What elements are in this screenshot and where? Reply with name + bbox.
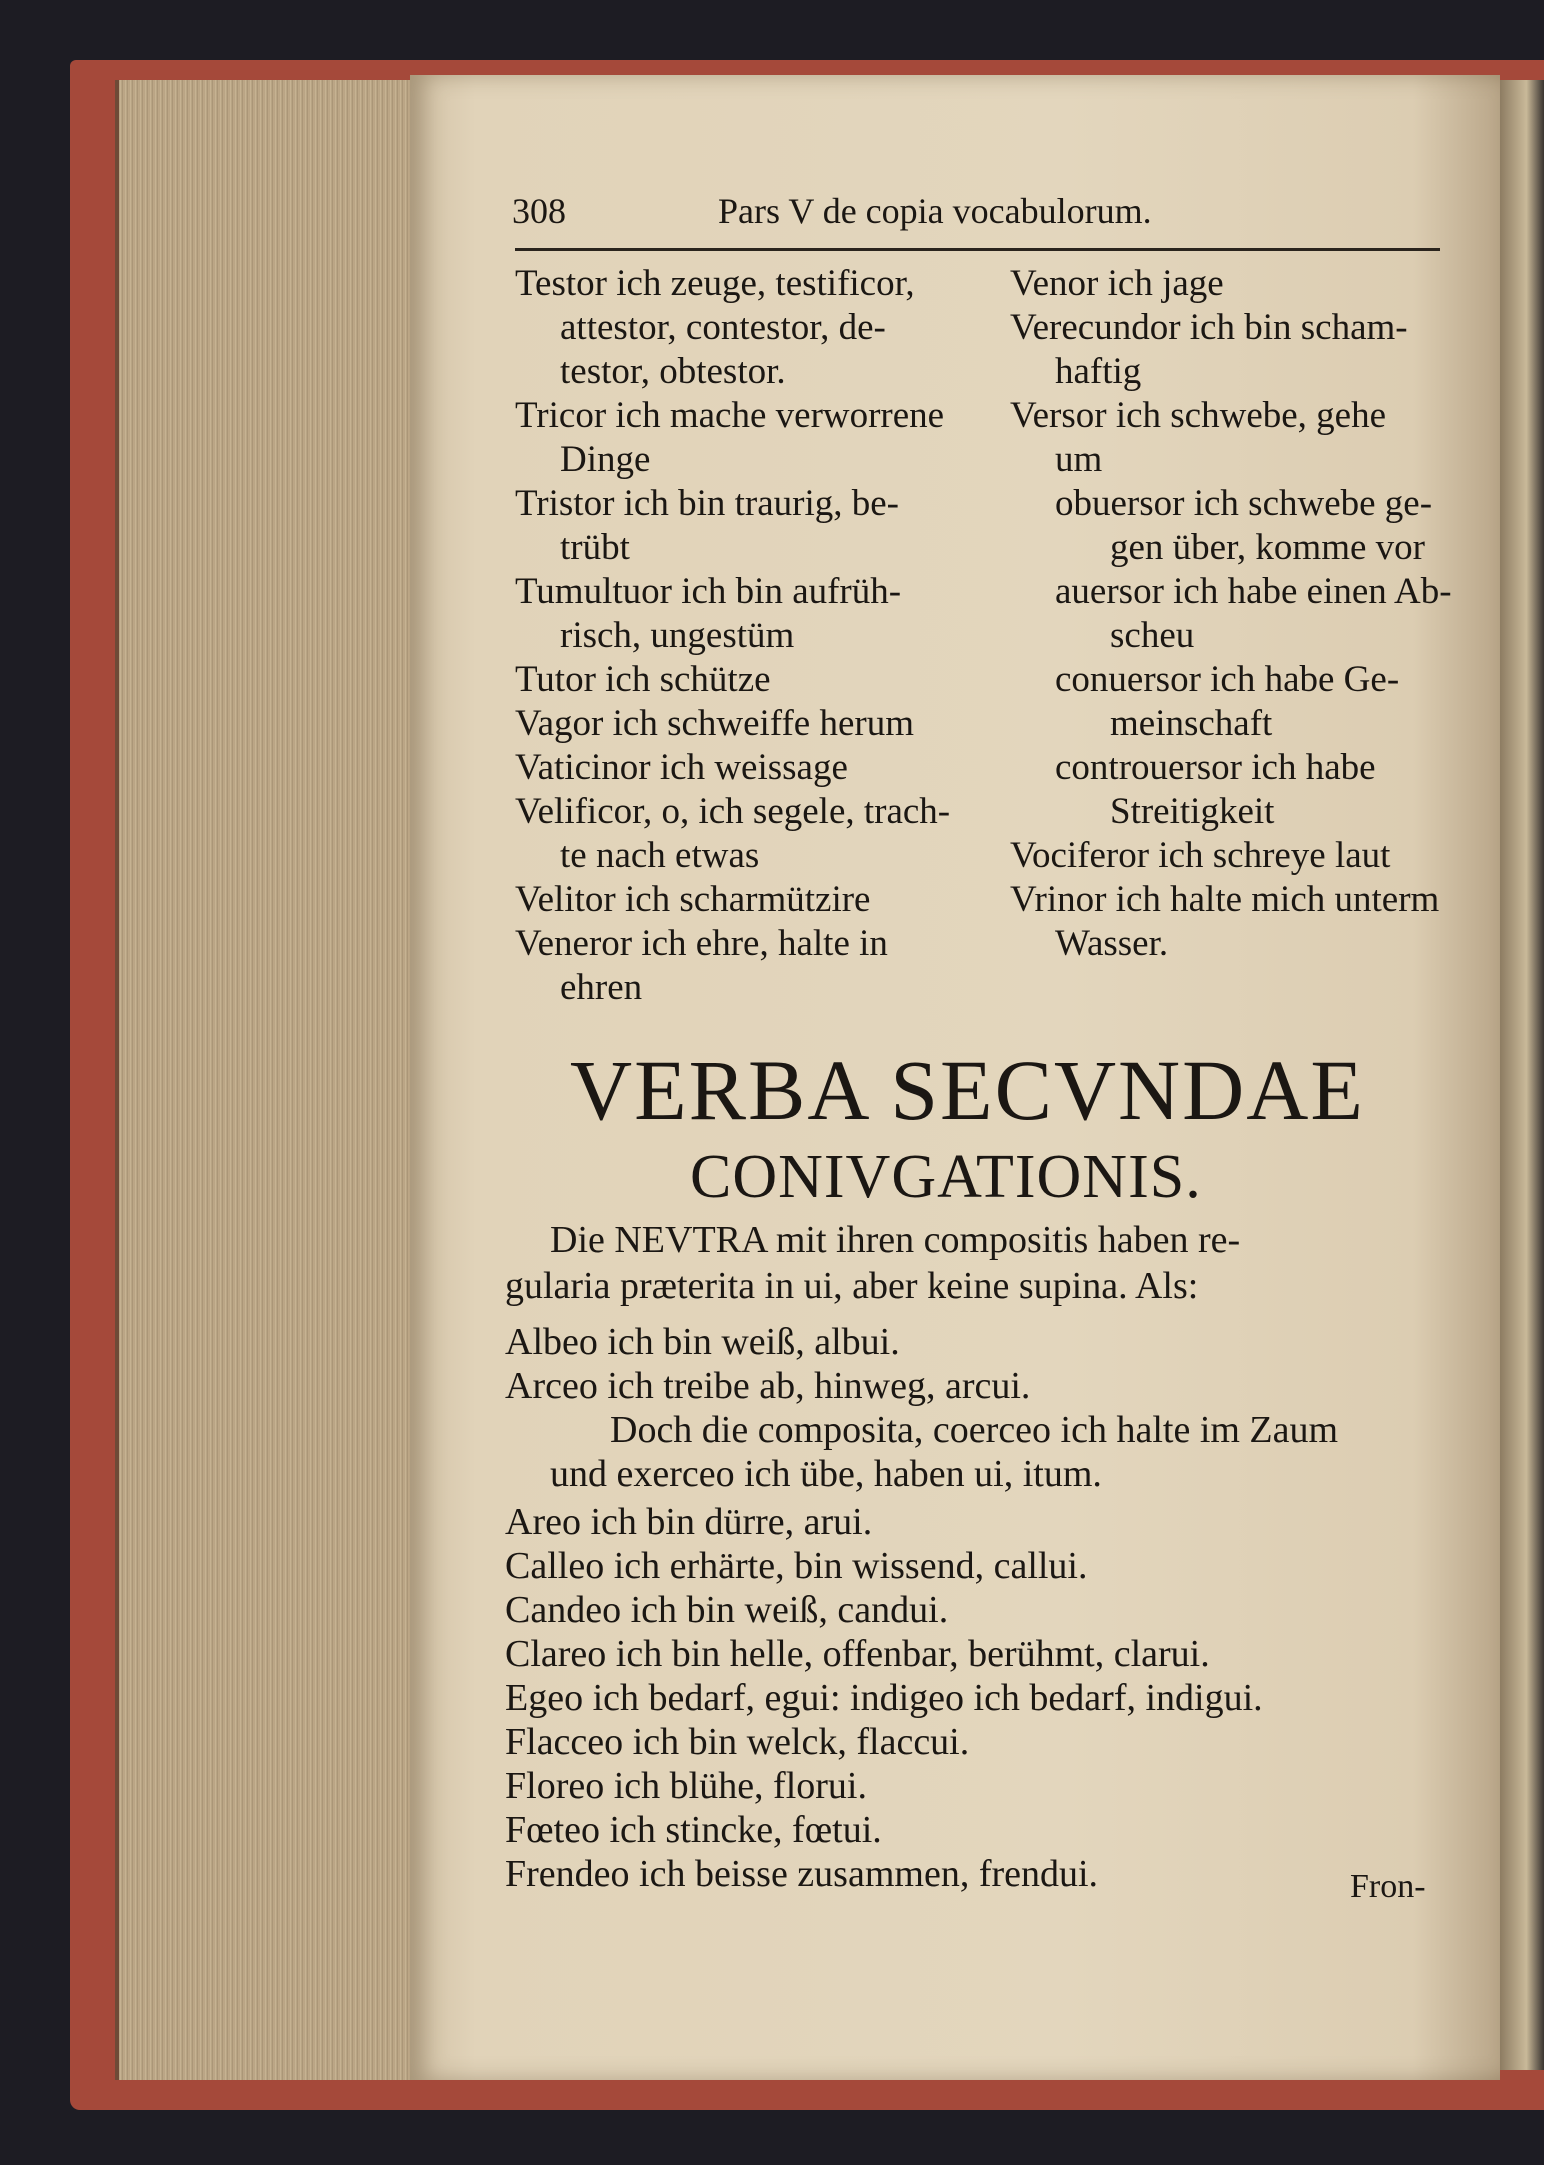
body-line: Calleo ich erhärte, bin wissend, callui.	[505, 1545, 1088, 1587]
body-line: gularia præterita in ui, aber keine supina. Als:	[505, 1265, 1199, 1307]
right-line: controuersor ich habe	[1055, 747, 1376, 788]
right-line: um	[1055, 439, 1103, 480]
left-line: Vagor ich schweiffe herum	[515, 703, 914, 744]
right-line: auersor ich habe einen Ab-	[1055, 571, 1452, 612]
left-line: Veneror ich ehre, halte in	[515, 923, 888, 964]
body-line: Areo ich bin dürre, arui.	[505, 1501, 873, 1543]
body-line: Doch die composita, coerceo ich halte im Zaum	[610, 1409, 1339, 1451]
body-line: Clareo ich bin helle, offenbar, berühmt, clarui.	[505, 1633, 1210, 1675]
left-line: attestor, contestor, de-	[560, 307, 886, 348]
catchword: Fron-	[1350, 1868, 1426, 1905]
body-line: Flacceo ich bin welck, flaccui.	[505, 1721, 970, 1763]
page-edges	[115, 80, 424, 2080]
left-line: Velitor ich scharmützire	[515, 879, 871, 920]
left-line: risch, ungestüm	[560, 615, 795, 656]
body-line: Candeo ich bin weiß, candui.	[505, 1589, 949, 1631]
body-line: Fœteo ich stincke, fœtui.	[505, 1809, 882, 1851]
body-line: Egeo ich bedarf, egui: indigeo ich bedarf, indigui.	[505, 1677, 1263, 1719]
left-line: Velificor, o, ich segele, trach-	[515, 791, 951, 832]
section-subtitle: CONIVGATIONIS.	[690, 1143, 1202, 1211]
running-title: Pars V de copia vocabulorum.	[718, 191, 1152, 231]
body-line: und exerceo ich übe, haben ui, itum.	[550, 1453, 1102, 1495]
left-line: testor, obtestor.	[560, 351, 786, 392]
section-title: VERBA SECVNDAE	[570, 1042, 1365, 1138]
right-line: meinschaft	[1110, 703, 1273, 744]
book-gutter	[1500, 80, 1544, 2070]
right-line: haftig	[1055, 351, 1142, 392]
right-line: Vociferor ich schreye laut	[1010, 835, 1391, 876]
body-line: Frendeo ich beisse zusammen, frendui.	[505, 1853, 1099, 1895]
right-line: gen über, komme vor	[1110, 527, 1425, 568]
left-line: Dinge	[560, 439, 651, 480]
left-line: Vaticinor ich weissage	[515, 747, 848, 788]
left-line: te nach etwas	[560, 835, 760, 876]
right-line: Wasser.	[1055, 923, 1169, 964]
left-line: Tutor ich schütze	[515, 659, 771, 700]
right-line: Venor ich jage	[1010, 263, 1224, 304]
left-line: Tricor ich mache verworrene	[515, 395, 945, 436]
right-line: obuersor ich schwebe ge-	[1055, 483, 1433, 524]
left-line: Tristor ich bin traurig, be-	[515, 483, 900, 524]
body-line: Albeo ich bin weiß, albui.	[505, 1321, 900, 1363]
header-rule	[515, 248, 1440, 251]
right-line: Versor ich schwebe, gehe	[1010, 395, 1387, 436]
right-line: conuersor ich habe Ge-	[1055, 659, 1400, 700]
left-line: trübt	[560, 527, 630, 568]
left-line: Testor ich zeuge, testificor,	[515, 263, 915, 304]
page-number: 308	[512, 191, 566, 231]
left-line: Tumultuor ich bin aufrüh-	[515, 571, 902, 612]
right-line: Streitigkeit	[1110, 791, 1275, 832]
right-line: Vrinor ich halte mich unterm	[1010, 879, 1440, 920]
right-line: scheu	[1110, 615, 1195, 656]
left-line: ehren	[560, 967, 643, 1008]
body-line: Die NEVTRA mit ihren compositis haben re-	[550, 1219, 1241, 1261]
body-line: Arceo ich treibe ab, hinweg, arcui.	[505, 1365, 1031, 1407]
body-line: Floreo ich blühe, florui.	[505, 1765, 867, 1807]
right-line: Verecundor ich bin scham-	[1010, 307, 1408, 348]
